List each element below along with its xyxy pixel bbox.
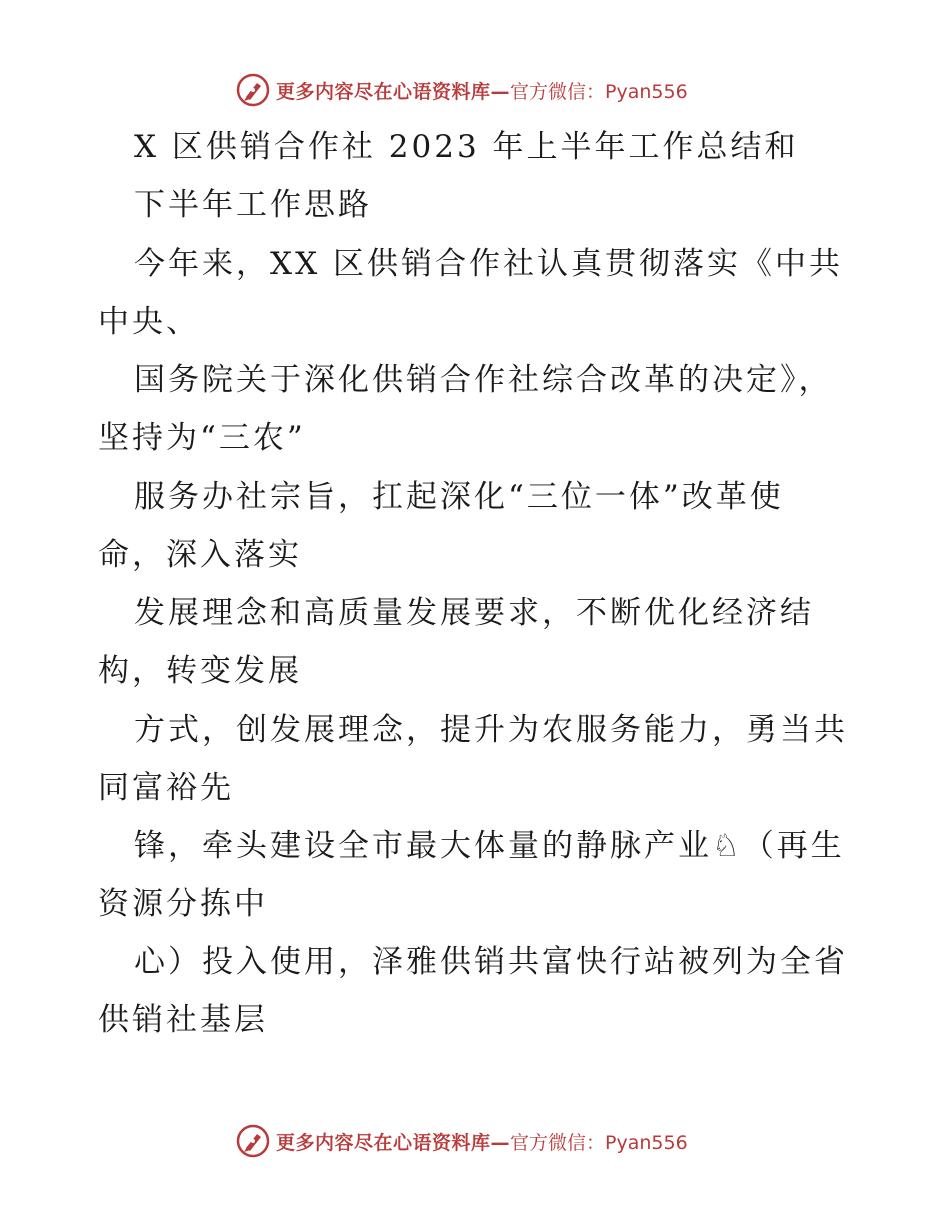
pen-nib-logo-icon [236, 1124, 270, 1158]
paragraph-line: 发展理念和高质量发展要求，不断优化经济结 [134, 595, 814, 631]
watermark-text: 更多内容尽在心语资料库— [276, 1131, 511, 1154]
paragraph-line: 资源分拣中 [98, 886, 268, 922]
paragraph-line: 服务办社宗旨，扛起深化“三位一体”改革使 [134, 479, 784, 515]
paragraph-line: 供销社基层 [98, 1002, 268, 1038]
paragraph-line: 构，转变发展 [98, 653, 302, 689]
paragraph-line: 国务院关于深化供销合作社综合改革的决定》， [134, 362, 833, 398]
footer-watermark [236, 1121, 688, 1161]
watermark-text: 更多内容尽在心语资料库— [276, 80, 511, 103]
pen-nib-logo-icon [236, 73, 270, 107]
paragraph-line: 坚持为“三农” [98, 420, 306, 456]
paragraph-line: 中央、 [98, 304, 200, 340]
paragraph-line: 同富裕先 [98, 770, 234, 806]
watermark-wechat: 官方微信：Pyan556 [510, 80, 688, 103]
watermark-wechat: 官方微信：Pyan556 [510, 1131, 688, 1154]
header-watermark [236, 70, 688, 110]
paragraph-line: 心）投入使用，泽雅供销共富快行站被列为全省 [134, 944, 848, 980]
paragraph-line: 锋，牵头建设全市最大体量的静脉产业♘（再生 [134, 828, 845, 864]
title-line-1: X 区供销合作社 2023 年上半年工作总结和 [134, 129, 799, 165]
paragraph-line: 方式，创发展理念，提升为农服务能力，勇当共 [134, 712, 848, 748]
paragraph-line: 今年来，XX 区供销合作社认真贯彻落实《中共 [134, 246, 843, 282]
title-line-2: 下半年工作思路 [134, 187, 372, 223]
paragraph-line: 命，深入落实 [98, 537, 302, 573]
